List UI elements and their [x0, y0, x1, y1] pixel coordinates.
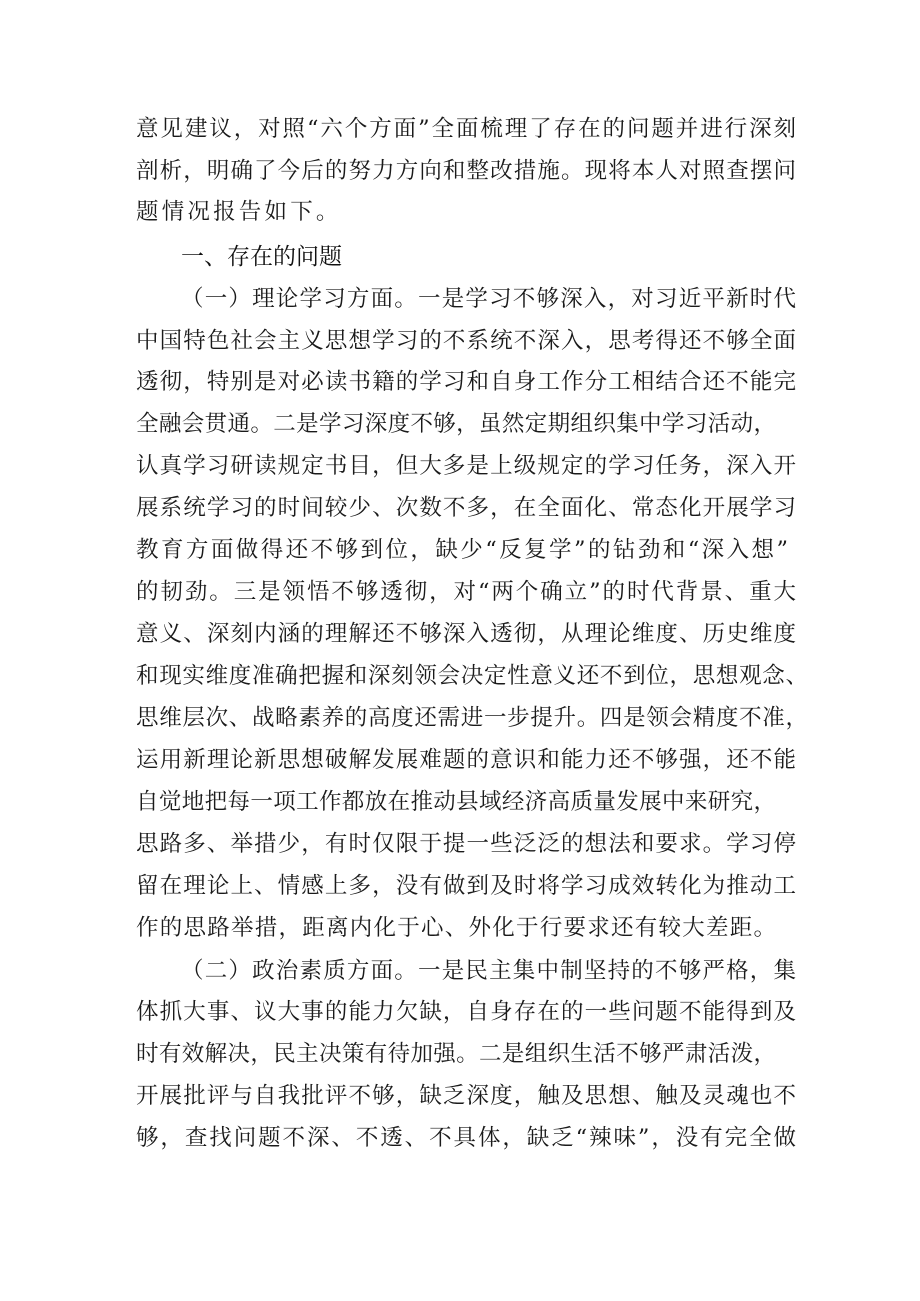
intro-line-2: 剖析，明确了今后的努力方向和整改措施。现将本人对照查摆问: [136, 158, 796, 184]
paragraph-1-line-3: 透彻，特别是对必读书籍的学习和自身工作分工相结合还不能完: [136, 369, 796, 395]
paragraph-1-line-10: 和现实维度准确把握和深刻领会决定性意义还不到位，思想观念、: [136, 663, 808, 689]
paragraph-2-line-3: 时有效解决，民主决策有待加强。二是组织生活不够严肃活泼，: [136, 1041, 776, 1067]
paragraph-1-line-5: 认真学习研读规定书目，但大多是上级规定的学习任务，深入开: [136, 453, 796, 479]
section-heading: 一、存在的问题: [181, 244, 342, 270]
paragraph-1-line-4: 全融会贯通。二是学习深度不够，虽然定期组织集中学习活动，: [136, 411, 776, 437]
intro-line-1: 意见建议，对照“六个方面”全面梳理了存在的问题并进行深刻: [136, 116, 796, 142]
paragraph-1-line-13: 自觉地把每一项工作都放在推动县域经济高质量发展中来研究，: [136, 789, 776, 815]
paragraph-1-line-16: 作的思路举措，距离内化于心、外化于行要求还有较大差距。: [136, 915, 776, 941]
paragraph-1-line-7: 教育方面做得还不够到位，缺少“反复学”的钻劲和“深入想”: [136, 537, 788, 563]
paragraph-1-line-1: （一）理论学习方面。一是学习不够深入，对习近平新时代: [181, 286, 796, 312]
paragraph-2-line-4: 开展批评与自我批评不够，缺乏深度，触及思想、触及灵魂也不: [136, 1083, 796, 1109]
paragraph-2-line-2: 体抓大事、议大事的能力欠缺，自身存在的一些问题不能得到及: [136, 999, 796, 1025]
paragraph-1-line-9: 意义、深刻内涵的理解还不够深入透彻，从理论维度、历史维度: [136, 621, 796, 647]
intro-line-3: 题情况报告如下。: [136, 199, 342, 225]
paragraph-1-line-12: 运用新理论新思想破解发展难题的意识和能力还不够强，还不能: [136, 747, 796, 773]
paragraph-1-line-11: 思维层次、战略素养的高度还需进一步提升。四是领会精度不准，: [136, 705, 808, 731]
paragraph-2-line-1: （二）政治素质方面。一是民主集中制坚持的不够严格，集: [181, 958, 796, 984]
paragraph-1-line-8: 的韧劲。三是领悟不够透彻，对“两个确立”的时代背景、重大: [136, 579, 796, 605]
paragraph-2-line-5: 够，查找问题不深、不透、不具体，缺乏“辣味”，没有完全做: [136, 1125, 796, 1151]
paragraph-1-line-2: 中国特色社会主义思想学习的不系统不深入，思考得还不够全面: [136, 328, 796, 354]
paragraph-1-line-15: 留在理论上、情感上多，没有做到及时将学习成效转化为推动工: [136, 873, 796, 899]
paragraph-1-line-14: 思路多、举措少，有时仅限于提一些泛泛的想法和要求。学习停: [136, 831, 796, 857]
paragraph-1-line-6: 展系统学习的时间较少、次数不多，在全面化、常态化开展学习: [136, 495, 796, 521]
